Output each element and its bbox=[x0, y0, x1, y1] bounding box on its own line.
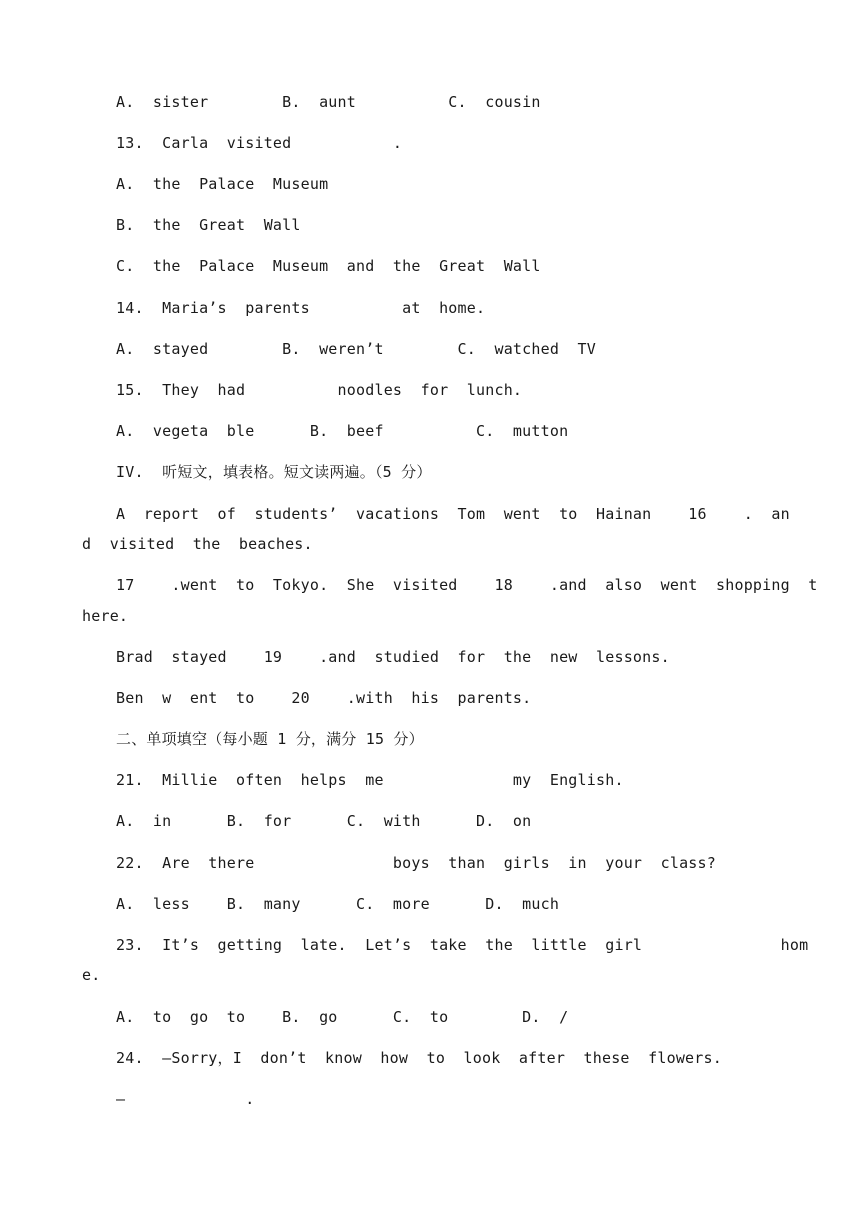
passage-line-2: 17 .went to Tokyo. She visited 18 .and also went shopping t bbox=[116, 576, 818, 594]
q21-question: 21. Millie often helps me my English. bbox=[116, 771, 624, 789]
passage-line-4: Ben w ent to 20 .with his parents. bbox=[116, 689, 532, 707]
q13-option-b: B. the Great Wall bbox=[116, 216, 301, 234]
q24-question: 24. —Sorry，I don’t know how to look after these flowers. bbox=[116, 1049, 722, 1067]
q23-question-wrap: e. bbox=[82, 966, 101, 984]
q22-options: A. less B. many C. more D. much bbox=[116, 895, 560, 913]
passage-line-1: A report of students’ vacations Tom went to Hainan 16 . an bbox=[116, 505, 790, 523]
q14-question: 14. Maria’s parents at home. bbox=[116, 299, 486, 317]
q21-options: A. in B. for C. with D. on bbox=[116, 812, 532, 830]
q15-question: 15. They had noodles for lunch. bbox=[116, 381, 523, 399]
q22-question: 22. Are there boys than girls in your class? bbox=[116, 854, 716, 872]
q12-options: A. sister B. aunt C. cousin bbox=[116, 93, 541, 111]
passage-line-2-wrap: here. bbox=[82, 607, 129, 625]
section-iv-heading: IV. 听短文，填表格。短文读两遍。（5 分） bbox=[116, 463, 432, 481]
q24-answer-line: — . bbox=[116, 1090, 255, 1108]
passage-line-1-wrap: d visited the beaches. bbox=[82, 535, 313, 553]
q13-option-c: C. the Palace Museum and the Great Wall bbox=[116, 257, 541, 275]
q13-question: 13. Carla visited . bbox=[116, 134, 403, 152]
q13-option-a: A. the Palace Museum bbox=[116, 175, 329, 193]
q23-question: 23. It’s getting late. Let’s take the little girl hom bbox=[116, 936, 809, 954]
section-2-heading: 二、单项填空（每小题 1 分，满分 15 分） bbox=[116, 730, 424, 748]
q23-options: A. to go to B. go C. to D. / bbox=[116, 1008, 569, 1026]
q14-options: A. stayed B. weren’t C. watched TV bbox=[116, 340, 596, 358]
q15-options: A. vegeta ble B. beef C. mutton bbox=[116, 422, 569, 440]
passage-line-3: Brad stayed 19 .and studied for the new lessons. bbox=[116, 648, 670, 666]
